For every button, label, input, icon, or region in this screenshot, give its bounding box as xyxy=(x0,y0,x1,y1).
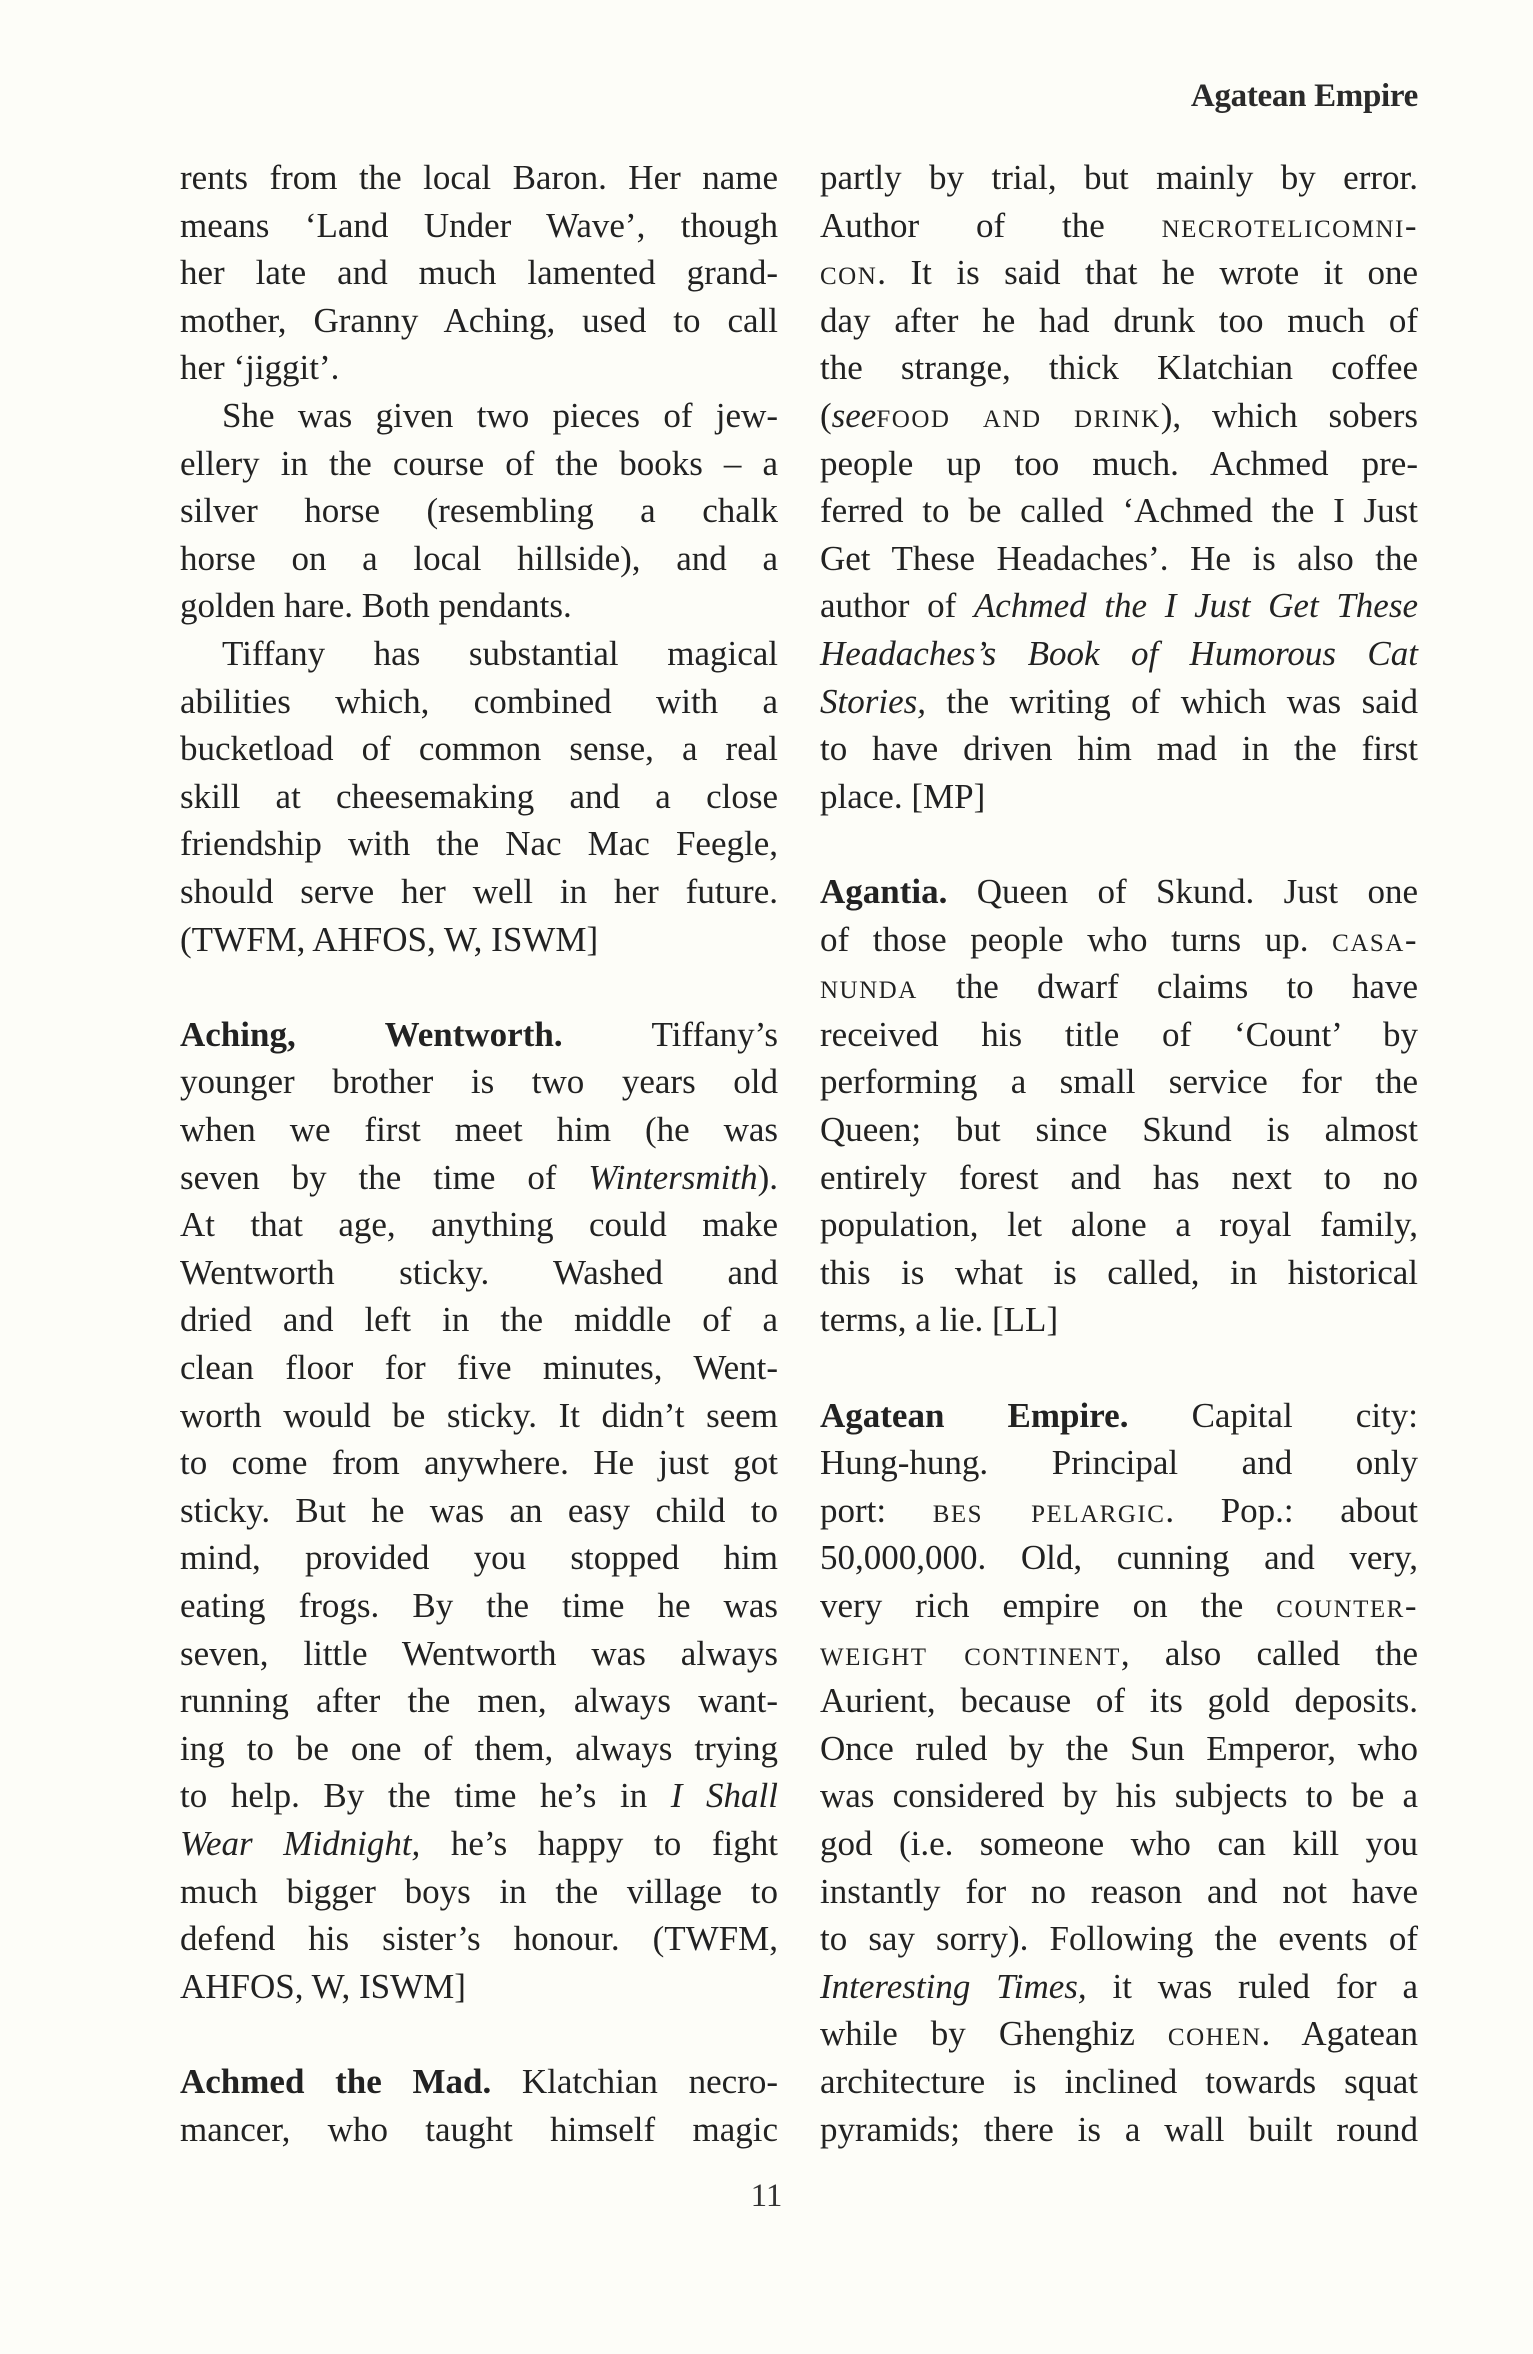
text-run: , also called the xyxy=(1120,1633,1418,1673)
text-line xyxy=(820,2106,1418,2154)
text-line xyxy=(180,1963,778,2011)
text-line xyxy=(180,249,778,297)
text-run: terms, a lie. [LL] xyxy=(820,1300,1059,1340)
text-run: partly by trial, but mainly by error. xyxy=(820,158,1418,197)
text-line xyxy=(180,154,778,202)
text-run: horse on a local hillside), and a xyxy=(180,538,778,578)
text-line xyxy=(180,1249,778,1297)
text-run: seven by the time of xyxy=(180,1157,589,1197)
text-line xyxy=(180,1154,778,1202)
text-run: people up too much. Achmed pre- xyxy=(820,443,1418,483)
text-run: Tiffany’s xyxy=(562,1014,778,1054)
text-line xyxy=(820,154,1418,202)
text-run: clean floor for five minutes, Went- xyxy=(180,1348,778,1387)
text-run: port: xyxy=(820,1490,933,1530)
text-run: ferred to be called ‘Achmed the I Just xyxy=(820,491,1418,531)
text-run: 50,000,000. Old, cunning and very, xyxy=(820,1538,1418,1578)
entry-headword: Achmed the Mad. xyxy=(180,2062,492,2101)
cross-reference: nunda xyxy=(820,967,918,1007)
text-line xyxy=(180,1915,778,1963)
text-line xyxy=(180,535,778,583)
text-run: mind, provided you stopped him xyxy=(180,1538,778,1578)
text-run: dried and left in the middle of a xyxy=(180,1300,778,1340)
text-line xyxy=(820,2058,1418,2106)
text-run: Klatchian necro- xyxy=(491,2062,778,2101)
text-line xyxy=(820,2010,1418,2058)
cross-reference: bes pelargic xyxy=(932,1490,1166,1530)
text-run: very rich empire on the xyxy=(820,1586,1277,1625)
text-run: friendship with the Nac Mac Feegle, xyxy=(180,824,778,864)
text-run: it was ruled for a xyxy=(1086,1966,1419,2006)
text-run: the writing of which was said xyxy=(925,681,1418,721)
text-line xyxy=(820,1392,1418,1440)
text-line xyxy=(180,1772,778,1820)
italic-run: Stories, xyxy=(820,681,926,721)
text-line xyxy=(820,868,1418,916)
text-line xyxy=(180,392,778,440)
text-line xyxy=(180,1106,778,1154)
cross-reference: con xyxy=(820,253,878,293)
cross-reference: cohen xyxy=(1167,2014,1262,2054)
text-run: Queen of Skund. Just one xyxy=(947,872,1418,911)
text-run: author of xyxy=(820,586,974,626)
text-run: the dwarf claims to have xyxy=(917,967,1418,1007)
text-line xyxy=(820,630,1418,678)
text-line xyxy=(820,1772,1418,1820)
text-run: abilities which, combined with a xyxy=(180,681,778,721)
text-run: entirely forest and has next to no xyxy=(820,1157,1418,1197)
text-line xyxy=(820,535,1418,583)
text-run: . Pop.: about xyxy=(1165,1490,1418,1530)
entry-headword: Agatean Empire. xyxy=(820,1395,1129,1435)
text-line xyxy=(820,1154,1418,1202)
text-run: skill at cheesemaking and a close xyxy=(180,776,778,816)
text-line xyxy=(820,1915,1418,1963)
cross-reference: weight continent xyxy=(820,1633,1121,1673)
text-run: to say sorry). Following the events of xyxy=(820,1919,1418,1959)
text-run: instantly for no reason and not have xyxy=(820,1871,1418,1911)
text-run: . It is said that he wrote it one xyxy=(877,253,1418,293)
text-run: seven, little Wentworth was always xyxy=(180,1633,778,1673)
text-line xyxy=(180,582,778,630)
text-line xyxy=(180,487,778,535)
text-line xyxy=(180,1534,778,1582)
text-line xyxy=(180,725,778,773)
text-line xyxy=(180,1058,778,1106)
text-run: to come from anywhere. He just got xyxy=(180,1443,778,1483)
text-run: (TWFM, AHFOS, W, ISWM] xyxy=(180,919,599,959)
text-line xyxy=(820,392,1418,440)
cross-reference: food and drink xyxy=(876,396,1161,435)
text-line xyxy=(180,1630,778,1678)
text-line xyxy=(820,1249,1418,1297)
text-line xyxy=(820,1011,1418,1059)
text-run: of those people who turns up. xyxy=(820,919,1333,959)
text-run: defend his sister’s honour. (TWFM, xyxy=(180,1919,778,1959)
text-run: her late and much lamented grand- xyxy=(180,253,778,293)
italic-run: Wintersmith xyxy=(588,1157,758,1197)
text-line xyxy=(180,1011,778,1059)
text-run: this is what is called, in historical xyxy=(820,1252,1418,1292)
running-head: Agatean Empire xyxy=(1190,78,1418,114)
text-line xyxy=(820,963,1418,1011)
text-run: ), which sobers xyxy=(1160,396,1418,435)
text-line xyxy=(820,249,1418,297)
text-run: to help. By the time he’s in xyxy=(180,1776,671,1816)
text-line xyxy=(820,1534,1418,1582)
text-line xyxy=(180,1439,778,1487)
text-run: younger brother is two years old xyxy=(180,1062,778,1102)
text-line xyxy=(820,487,1418,535)
italic-run: Achmed the I Just Get These xyxy=(973,586,1418,626)
cross-reference: counter- xyxy=(1276,1586,1418,1625)
text-run: Once ruled by the Sun Emperor, who xyxy=(820,1728,1418,1768)
text-line xyxy=(180,1296,778,1344)
text-run: her ‘jiggit’. xyxy=(180,348,340,388)
text-line xyxy=(180,202,778,250)
text-run: rents from the local Baron. Her name xyxy=(180,158,778,197)
cross-reference: necrotelicomni- xyxy=(1161,205,1418,245)
text-run: while by Ghenghiz xyxy=(820,2014,1168,2054)
text-run: Wentworth sticky. Washed and xyxy=(180,1252,778,1292)
text-line xyxy=(820,1725,1418,1773)
text-line xyxy=(820,1439,1418,1487)
text-line xyxy=(180,1677,778,1725)
text-line xyxy=(820,1201,1418,1249)
text-line xyxy=(820,1630,1418,1678)
text-run: when we first meet him (he was xyxy=(180,1110,778,1149)
text-line xyxy=(180,916,778,964)
text-run: At that age, anything could make xyxy=(180,1205,778,1245)
text-run: performing a small service for the xyxy=(820,1062,1418,1102)
text-line xyxy=(820,1868,1418,1916)
text-run: received his title of ‘Count’ by xyxy=(820,1014,1418,1054)
text-line xyxy=(180,1868,778,1916)
text-run: ( xyxy=(820,396,832,435)
text-line xyxy=(820,1677,1418,1725)
text-line xyxy=(820,1487,1418,1535)
entry-headword: Aching, Wentworth. xyxy=(180,1014,563,1054)
text-line xyxy=(180,1487,778,1535)
text-run: place. [MP] xyxy=(820,776,986,816)
text-line xyxy=(820,1582,1418,1630)
italic-run: Interesting Times, xyxy=(820,1966,1087,2006)
text-line xyxy=(180,630,778,678)
text-run: ). xyxy=(757,1157,778,1197)
text-run: architecture is inclined towards squat xyxy=(820,2062,1418,2101)
text-run: worth would be sticky. It didn’t seem xyxy=(180,1395,778,1435)
text-run: bucketload of common sense, a real xyxy=(180,729,778,769)
text-run: god (i.e. someone who can kill you xyxy=(820,1824,1418,1863)
text-line xyxy=(820,1058,1418,1106)
text-line xyxy=(180,1201,778,1249)
text-run: golden hare. Both pendants. xyxy=(180,586,572,626)
text-line xyxy=(180,1725,778,1773)
text-run: Author of the xyxy=(820,205,1162,245)
text-line xyxy=(820,344,1418,392)
cross-reference: casa- xyxy=(1332,919,1418,959)
text-line xyxy=(180,1344,778,1392)
text-line xyxy=(180,440,778,488)
text-run: Tiffany has substantial magical xyxy=(222,634,778,673)
text-line xyxy=(180,2106,778,2154)
text-line xyxy=(180,297,778,345)
italic-run: I Shall xyxy=(670,1776,778,1816)
text-run: silver horse (resembling a chalk xyxy=(180,491,778,531)
text-run: eating frogs. By the time he was xyxy=(180,1586,778,1625)
text-run: pyramids; there is a wall built round xyxy=(820,2109,1418,2149)
text-run: mother, Granny Aching, used to call xyxy=(180,300,778,340)
text-line xyxy=(820,1296,1418,1344)
text-run: was considered by his subjects to be a xyxy=(820,1776,1418,1816)
text-line xyxy=(820,773,1418,821)
text-line xyxy=(820,582,1418,630)
text-line xyxy=(820,1963,1418,2011)
text-line xyxy=(820,1106,1418,1154)
text-line xyxy=(180,344,778,392)
text-run: mancer, who taught himself magic xyxy=(180,2109,778,2149)
text-run: Queen; but since Skund is almost xyxy=(820,1110,1418,1149)
italic-run: see xyxy=(831,396,877,435)
text-line xyxy=(820,202,1418,250)
italic-run: Wear Midnight, xyxy=(180,1824,421,1863)
text-line xyxy=(180,868,778,916)
text-run: Aurient, because of its gold deposits. xyxy=(820,1681,1418,1721)
text-line xyxy=(180,1820,778,1868)
text-line xyxy=(820,678,1418,726)
entry-headword: Agantia. xyxy=(820,872,948,911)
text-line xyxy=(180,1582,778,1630)
text-run: means ‘Land Under Wave’, though xyxy=(180,205,778,245)
text-line xyxy=(180,820,778,868)
text-line xyxy=(820,916,1418,964)
text-run: running after the men, always want- xyxy=(180,1681,778,1721)
text-run: day after he had drunk too much of xyxy=(820,300,1418,340)
text-run: population, let alone a royal family, xyxy=(820,1205,1418,1245)
text-line xyxy=(820,297,1418,345)
page-number: 11 xyxy=(750,2178,783,2214)
text-line xyxy=(180,2058,778,2106)
text-run: the strange, thick Klatchian coffee xyxy=(820,348,1418,388)
text-line xyxy=(820,725,1418,773)
text-run: Hung-hung. Principal and only xyxy=(820,1443,1418,1483)
text-run: AHFOS, W, ISWM] xyxy=(180,1966,466,2006)
text-run: to have driven him mad in the first xyxy=(820,729,1418,769)
text-run: . Agatean xyxy=(1261,2014,1418,2054)
text-line xyxy=(180,678,778,726)
text-run: Get These Headaches’. He is also the xyxy=(820,538,1418,578)
text-run: She was given two pieces of jew- xyxy=(222,396,778,435)
text-run: should serve her well in her future. xyxy=(180,872,778,911)
text-line xyxy=(180,773,778,821)
text-run: ellery in the course of the books – a xyxy=(180,443,778,483)
text-run: much bigger boys in the village to xyxy=(180,1871,778,1911)
text-run: sticky. But he was an easy child to xyxy=(180,1490,778,1530)
text-line xyxy=(180,1392,778,1440)
italic-run: Headaches’s Book of Humorous Cat xyxy=(820,634,1418,673)
text-line xyxy=(820,1820,1418,1868)
text-run: he’s happy to fight xyxy=(420,1824,778,1863)
text-line xyxy=(820,440,1418,488)
text-run: ing to be one of them, always trying xyxy=(180,1728,778,1768)
text-run: Capital city: xyxy=(1128,1395,1419,1435)
